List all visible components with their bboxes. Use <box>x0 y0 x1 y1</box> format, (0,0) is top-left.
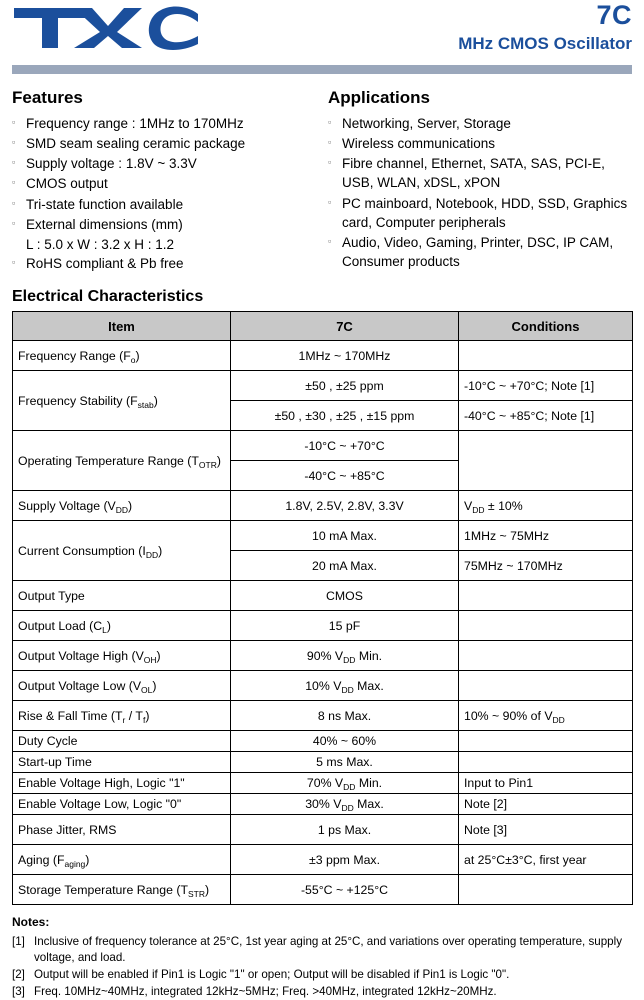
table-row <box>13 794 633 815</box>
row-value: 15 pF <box>231 611 459 641</box>
row-condition <box>459 431 633 491</box>
row-condition <box>459 641 633 671</box>
list-item <box>328 194 632 232</box>
bullet-icon: ▫ <box>12 157 16 168</box>
applications-heading: Applications <box>328 88 431 107</box>
row-value: 70% $V_{DD}$ Min. <box>231 773 459 794</box>
row-condition <box>459 875 633 905</box>
note-text: Output will be enabled if Pin1 is Logic "1" or open; Output will be disabled if Pin1 is Logic "0". <box>34 968 510 982</box>
row-condition: Input to Pin1 <box>459 773 633 794</box>
row-value: 10% $V_{DD}$ Max. <box>231 671 459 701</box>
electrical-characteristics-table <box>12 311 633 905</box>
table-row <box>13 341 633 371</box>
note-item <box>12 934 632 965</box>
feature-text: RoHS compliant & Pb free <box>26 256 184 272</box>
page-title: 7C <box>596 0 632 30</box>
table-row <box>13 521 633 551</box>
txc-logo <box>12 2 202 54</box>
row-item: Enable Voltage High, Logic "1" <box>13 773 231 794</box>
note-item <box>12 967 632 982</box>
list-item <box>328 134 632 153</box>
row-item: Frequency Range $(F_o)$ <box>13 341 231 371</box>
row-item: Output Voltage High $(V_{OH})$ <box>13 641 231 671</box>
note-label: [3] <box>12 985 25 999</box>
feature-text: Tri-state function available <box>26 196 184 212</box>
table-row <box>13 845 633 875</box>
table-row <box>13 752 633 773</box>
notes-heading: Notes: <box>12 915 50 930</box>
bullet-icon: ▫ <box>328 235 332 246</box>
table-row <box>13 875 633 905</box>
table-body <box>13 341 633 905</box>
application-text: Networking, Server, Storage <box>342 116 511 131</box>
application-text: Audio, Video, Gaming, Printer, DSC, IP CAM, Consumer products <box>342 234 614 270</box>
table-row <box>13 581 633 611</box>
row-condition: Note [2] <box>459 794 633 815</box>
list-item <box>328 114 632 133</box>
page-header <box>12 0 632 62</box>
feature-text: Supply voltage : 1.8V ~ 3.3V <box>26 156 197 172</box>
bullet-icon: ▫ <box>12 177 16 188</box>
list-item <box>328 233 632 271</box>
row-item: Start-up Time <box>13 752 231 773</box>
row-condition: 10% ~ 90% of $V_{DD}$ <box>459 701 633 731</box>
notes-section <box>12 915 632 1000</box>
feature-text: External dimensions (mm) <box>26 216 183 232</box>
note-label: [1] <box>12 935 25 949</box>
row-item: Frequency Stability $(F_{stab})$ <box>13 371 231 431</box>
features-list <box>12 114 312 234</box>
row-item: Output Load $(C_L)$ <box>13 611 231 641</box>
row-condition: -10°C ~ +70°C; Note [1] <box>459 371 633 401</box>
feature-text: Frequency range : 1MHz to 170MHz <box>26 116 244 131</box>
row-value: 1MHz ~ 170MHz <box>231 341 459 371</box>
row-value: -10°C ~ +70°C <box>231 431 459 461</box>
row-item: Aging $(F_{aging})$ <box>13 845 231 875</box>
feature-text: SMD seam sealing ceramic package <box>26 136 246 152</box>
row-item: Storage Temperature Range $(T_{STR})$ <box>13 875 231 905</box>
table-row <box>13 611 633 641</box>
page-subtitle: MHz CMOS Oscillator <box>458 34 632 53</box>
row-condition <box>459 611 633 641</box>
list-item <box>12 215 312 234</box>
row-item: Duty Cycle <box>13 731 231 752</box>
header-title-block <box>458 2 632 54</box>
application-text: Fibre channel, Ethernet, SATA, SAS, PCI-E, USB, WLAN, xDSL, xPON <box>342 156 605 191</box>
electrical-characteristics-heading: Electrical Characteristics <box>12 288 204 306</box>
table-row <box>13 491 633 521</box>
row-value: 5 ms Max. <box>231 752 459 773</box>
table-row <box>13 773 633 794</box>
row-condition: $V_{DD} \pm 10\%$ <box>459 491 633 521</box>
row-value: 10 mA Max. <box>231 521 459 551</box>
note-item <box>12 984 632 999</box>
row-value: -40°C ~ +85°C <box>231 461 459 491</box>
row-condition <box>459 752 633 773</box>
row-condition: -40°C ~ +85°C; Note [1] <box>459 401 633 431</box>
header-divider <box>12 65 632 74</box>
list-item <box>12 154 312 173</box>
table-row <box>13 371 633 401</box>
note-text: Freq. 10MHz~40MHz, integrated 12kHz~5MHz; Freq. >40MHz, integrated 12kHz~20MHz. <box>34 985 497 999</box>
bullet-icon: ▫ <box>12 117 16 127</box>
table-header-row <box>13 312 633 341</box>
row-item: Operating Temperature Range $(T_{OTR})$ <box>13 431 231 491</box>
application-text: Wireless communications <box>342 136 496 152</box>
note-text: Inclusive of frequency tolerance at 25°C, 1st year aging at 25°C, and variations over operating temperature, supply voltage, and load. <box>34 935 623 964</box>
row-value: ±50 , ±25 ppm <box>231 371 459 401</box>
features-column <box>12 88 312 274</box>
applications-list <box>328 114 632 271</box>
note-label: [2] <box>12 968 25 982</box>
features-heading: Features <box>12 88 83 107</box>
bullet-icon: ▫ <box>12 257 16 268</box>
row-item: Rise & Fall Time $(T_r / T_f)$ <box>13 701 231 731</box>
features-applications-section <box>12 88 632 274</box>
row-condition: Note [3] <box>459 815 633 845</box>
list-item <box>12 254 312 273</box>
table-row <box>13 731 633 752</box>
row-condition: at 25°C±3°C, first year <box>459 845 633 875</box>
row-value: 1.8V, 2.5V, 2.8V, 3.3V <box>231 491 459 521</box>
row-item: Enable Voltage Low, Logic "0" <box>13 794 231 815</box>
table-row <box>13 815 633 845</box>
row-value: 1 ps Max. <box>231 815 459 845</box>
row-item: Current Consumption $(I_{DD})$ <box>13 521 231 581</box>
column-header-part: 7C <box>231 312 459 341</box>
row-value: ±50 , ±30 , ±25 , ±15 ppm <box>231 401 459 431</box>
bullet-icon: ▫ <box>328 196 332 207</box>
row-condition <box>459 671 633 701</box>
table-row <box>13 701 633 731</box>
row-condition <box>459 581 633 611</box>
bullet-icon: ▫ <box>12 137 16 148</box>
row-value: 40% ~ 60% <box>231 731 459 752</box>
bullet-icon: ▫ <box>328 137 332 148</box>
dimensions-line: L : 5.0 x W : 3.2 x H : 1.2 <box>26 236 175 252</box>
row-condition: 1MHz ~ 75MHz <box>459 521 633 551</box>
bullet-icon: ▫ <box>328 117 332 127</box>
bullet-icon: ▫ <box>12 197 16 208</box>
list-item <box>328 154 632 192</box>
row-value: 20 mA Max. <box>231 551 459 581</box>
row-item: Phase Jitter, RMS <box>13 815 231 845</box>
row-value: 8 ns Max. <box>231 701 459 731</box>
list-item <box>12 174 312 193</box>
application-text: PC mainboard, Notebook, HDD, SSD, Graphics card, Computer peripherals <box>342 195 628 230</box>
feature-text: CMOS output <box>26 176 108 192</box>
column-header-conditions: Conditions <box>459 312 633 341</box>
row-condition: 75MHz ~ 170MHz <box>459 551 633 581</box>
column-header-item: Item <box>13 312 231 341</box>
row-item: Output Type <box>13 581 231 611</box>
list-item <box>12 114 312 133</box>
row-item: Supply Voltage $(V_{DD})$ <box>13 491 231 521</box>
row-value: CMOS <box>231 581 459 611</box>
row-value: ±3 ppm Max. <box>231 845 459 875</box>
row-item: Output Voltage Low $(V_{OL})$ <box>13 671 231 701</box>
features-list-continued <box>12 254 312 273</box>
list-item <box>12 195 312 214</box>
table-row <box>13 671 633 701</box>
row-value: 90% $V_{DD}$ Min. <box>231 641 459 671</box>
list-item <box>12 134 312 153</box>
applications-column <box>328 88 632 274</box>
row-condition <box>459 341 633 371</box>
row-condition <box>459 731 633 752</box>
bullet-icon: ▫ <box>12 217 16 228</box>
row-value: -55°C ~ +125°C <box>231 875 459 905</box>
table-row <box>13 641 633 671</box>
bullet-icon: ▫ <box>328 157 332 168</box>
table-row <box>13 431 633 461</box>
row-value: 30% $V_{DD}$ Max. <box>231 794 459 815</box>
